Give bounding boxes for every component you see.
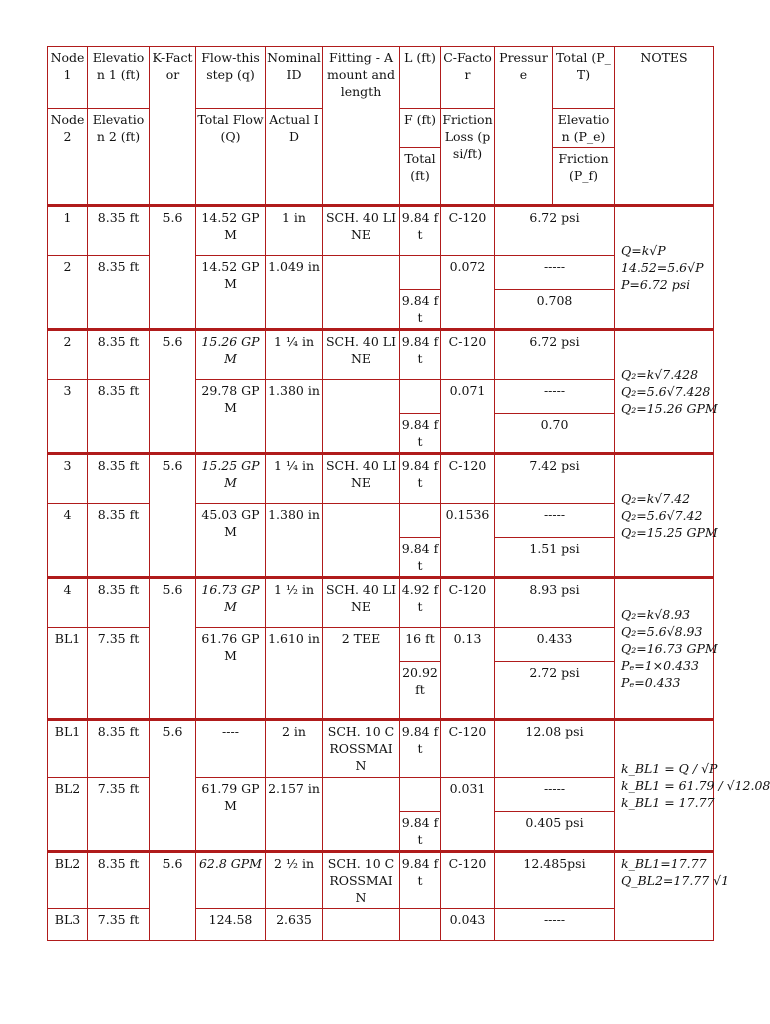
cfactor-cell: C-120 [441,206,495,256]
elev-cell: 8.35 ft [88,454,150,504]
notes-cell [615,206,714,330]
pressure-cell: 12.08 psi [495,720,615,778]
table-row [48,504,714,538]
fitting-cell [323,380,400,454]
note-line: k_BL1 = 61.79 / √12.08 [621,778,770,793]
elev-cell: 8.35 ft [88,330,150,380]
friction-loss-cell: 0.071 [441,380,495,454]
kfactor-cell: 5.6 [150,454,196,578]
node-cell: BL2 [48,852,88,909]
kfactor-cell: 5.6 [150,852,196,941]
fitting-cell: SCH. 40 LINE [323,578,400,628]
length-cell: 9.84 ft [400,720,441,778]
table-row [48,330,714,380]
cfactor-cell: C-120 [441,852,495,909]
hdr-total-len: Total (ft) [400,148,441,206]
elev-cell: 8.35 ft [88,256,150,330]
fitting-cell: 2 TEE [323,628,400,720]
total-len-cell: 20.92 ft [400,662,441,720]
length-cell: 9.84 ft [400,852,441,909]
friction-cell: 0.405 psi [495,812,615,852]
hdr-elev2: Elevation 2 (ft) [88,109,150,206]
hydraulic-calc-sheet [47,46,770,941]
total-len-cell: 9.84 ft [400,414,441,454]
fitting-cell: SCH. 40 LINE [323,330,400,380]
table-row [48,852,714,909]
flow-cell: 61.79 GPM [196,778,266,852]
elevation-cell: ----- [495,778,615,812]
hdr-friction-loss: Friction Loss (psi/ft) [441,109,495,206]
friction-cell: 0.70 [495,414,615,454]
friction-loss-cell: 0.072 [441,256,495,330]
pressure-cell: 6.72 psi [495,206,615,256]
note-line: 14.52=5.6√P [621,260,704,275]
notes-cell [615,720,770,852]
node-cell: 2 [48,256,88,330]
hdr-fitting-len: F (ft) [400,109,441,148]
node-cell: 4 [48,504,88,578]
elevation-cell: 0.433 [495,628,615,662]
table-row [48,380,714,414]
elevation-cell: ----- [495,504,615,538]
note-line: Q₂=5.6√8.93 [621,624,703,639]
fitting-len-cell: 16 ft [400,628,441,662]
total-len-cell: 9.84 ft [400,538,441,578]
hdr-length: L (ft) [400,47,441,109]
hdr-cfactor: C-Factor [441,47,495,109]
flow-cell: 16.73 GPM [196,578,266,628]
note-line: k_BL1 = 17.77 [621,795,715,810]
note-line: Pₑ=1×0.433 [621,658,699,673]
cfactor-cell: C-120 [441,720,495,778]
elev-cell: 8.35 ft [88,720,150,778]
elev-cell: 7.35 ft [88,909,150,941]
node-cell: 3 [48,380,88,454]
pressure-cell: 7.42 psi [495,454,615,504]
note-line: Q₂=5.6√7.428 [621,384,711,399]
friction-loss-cell: 0.13 [441,628,495,720]
fitting-len-cell [400,380,441,414]
note-line: Q₂=15.26 GPM [621,401,718,416]
flow-cell: 61.76 GPM [196,628,266,720]
hdr-flow-step: Flow-this step (q) [196,47,266,109]
hdr-node2: Node 2 [48,109,88,206]
elev-cell: 8.35 ft [88,206,150,256]
node-cell: 4 [48,578,88,628]
pressure-cell: 6.72 psi [495,330,615,380]
flow-cell: 62.8 GPM [196,852,266,909]
note-line: Q₂=k√7.42 [621,491,691,506]
node-cell: BL1 [48,720,88,778]
hdr-pressure: Pressure [495,47,553,206]
pressure-cell: 12.485psi [495,852,615,909]
elev-cell: 7.35 ft [88,628,150,720]
table-row [48,256,714,290]
elev-cell: 7.35 ft [88,778,150,852]
notes-cell [615,852,730,941]
actual-id-cell: 1.049 in [266,256,323,330]
friction-cell: 0.708 [495,290,615,330]
notes-cell [615,578,718,720]
flow-cell: 29.78 GPM [196,380,266,454]
nominal-cell: 1 ¼ in [266,330,323,380]
node-cell: 1 [48,206,88,256]
friction-loss-cell: 0.1536 [441,504,495,578]
flow-cell: 15.26 GPM [196,330,266,380]
note-line: Q₂=k√7.428 [621,367,699,382]
fitting-cell [323,504,400,578]
elev-cell: 8.35 ft [88,380,150,454]
cfactor-cell: C-120 [441,330,495,380]
node-cell: BL1 [48,628,88,720]
note-line: Q₂=k√8.93 [621,607,691,622]
nominal-cell: 1 ¼ in [266,454,323,504]
kfactor-cell: 5.6 [150,578,196,720]
elevation-cell: ----- [495,256,615,290]
hdr-notes: NOTES [615,47,714,206]
note-line: k_BL1=17.77 [621,856,707,871]
flow-cell: ---- [196,720,266,778]
note-line: Pₑ=0.433 [621,675,681,690]
note-line: P=6.72 psi [621,277,691,292]
elev-cell: 8.35 ft [88,852,150,909]
friction-loss-cell: 0.031 [441,778,495,852]
elevation-cell: ----- [495,909,615,941]
fitting-len-cell [400,256,441,290]
hdr-total-flow: Total Flow (Q) [196,109,266,206]
actual-id-cell: 1.380 in [266,380,323,454]
hdr-elevation-pe: Elevation (P_e) [553,109,615,148]
pressure-cell: 8.93 psi [495,578,615,628]
flow-cell: 15.25 GPM [196,454,266,504]
friction-cell: 2.72 psi [495,662,615,720]
hdr-total-pt: Total (P_T) [553,47,615,109]
note-line: Q₂=5.6√7.42 [621,508,703,523]
fitting-len-cell [400,909,441,941]
note-line: k_BL1 = Q / √P [621,761,718,776]
note-line: Q=k√P [621,243,666,258]
hdr-elev1: Elevation 1 (ft) [88,47,150,109]
actual-id-cell: 1.610 in [266,628,323,720]
notes-cell [615,454,718,578]
kfactor-cell: 5.6 [150,330,196,454]
elev-cell: 8.35 ft [88,578,150,628]
note-line: Q₂=15.25 GPM [621,525,718,540]
fitting-cell: SCH. 40 LINE [323,454,400,504]
elev-cell: 8.35 ft [88,504,150,578]
fitting-cell: SCH. 10 CROSSMAIN [323,720,400,778]
hdr-kfactor: K-Factor [150,47,196,206]
notes-cell [615,330,718,454]
table-row [48,720,714,778]
fitting-cell [323,256,400,330]
nominal-cell: 1 ½ in [266,578,323,628]
length-cell: 4.92 ft [400,578,441,628]
total-len-cell: 9.84 ft [400,290,441,330]
total-len-cell: 9.84 ft [400,812,441,852]
fitting-cell: SCH. 10 CROSSMAIN [323,852,400,909]
fitting-len-cell [400,778,441,812]
nominal-cell: 1 in [266,206,323,256]
table-row [48,206,714,256]
hdr-actual-id: Actual ID [266,109,323,206]
length-cell: 9.84 ft [400,454,441,504]
kfactor-cell: 5.6 [150,206,196,330]
hdr-fitting: Fitting - Amount and length [323,47,400,206]
cfactor-cell: C-120 [441,454,495,504]
table-row [48,628,714,662]
flow-cell: 124.58 [196,909,266,941]
node-cell: BL3 [48,909,88,941]
friction-loss-cell: 0.043 [441,909,495,941]
length-cell: 9.84 ft [400,330,441,380]
table-row [48,578,714,628]
hdr-node1: Node 1 [48,47,88,109]
hdr-friction-pf: Friction (P_f) [553,148,615,206]
node-cell: BL2 [48,778,88,852]
cfactor-cell: C-120 [441,578,495,628]
actual-id-cell: 1.380 in [266,504,323,578]
nominal-cell: 2 in [266,720,323,778]
table-row [48,909,714,941]
hdr-nominal-id: Nominal ID [266,47,323,109]
actual-id-cell: 2.635 [266,909,323,941]
flow-cell: 14.52 GPM [196,206,266,256]
node-cell: 2 [48,330,88,380]
fitting-cell: SCH. 40 LINE [323,206,400,256]
kfactor-cell: 5.6 [150,720,196,852]
actual-id-cell: 2.157 in [266,778,323,852]
fitting-cell [323,909,400,941]
node-cell: 3 [48,454,88,504]
fitting-cell [323,778,400,852]
table-row [48,778,714,812]
nominal-cell: 2 ½ in [266,852,323,909]
flow-cell: 45.03 GPM [196,504,266,578]
fitting-len-cell [400,504,441,538]
hydraulic-calc-table [47,46,770,941]
length-cell: 9.84 ft [400,206,441,256]
friction-cell: 1.51 psi [495,538,615,578]
note-line: Q₂=16.73 GPM [621,641,718,656]
elevation-cell: ----- [495,380,615,414]
note-line: Q_BL2=17.77 √1 [621,873,730,888]
flow-cell: 14.52 GPM [196,256,266,330]
table-row [48,454,714,504]
